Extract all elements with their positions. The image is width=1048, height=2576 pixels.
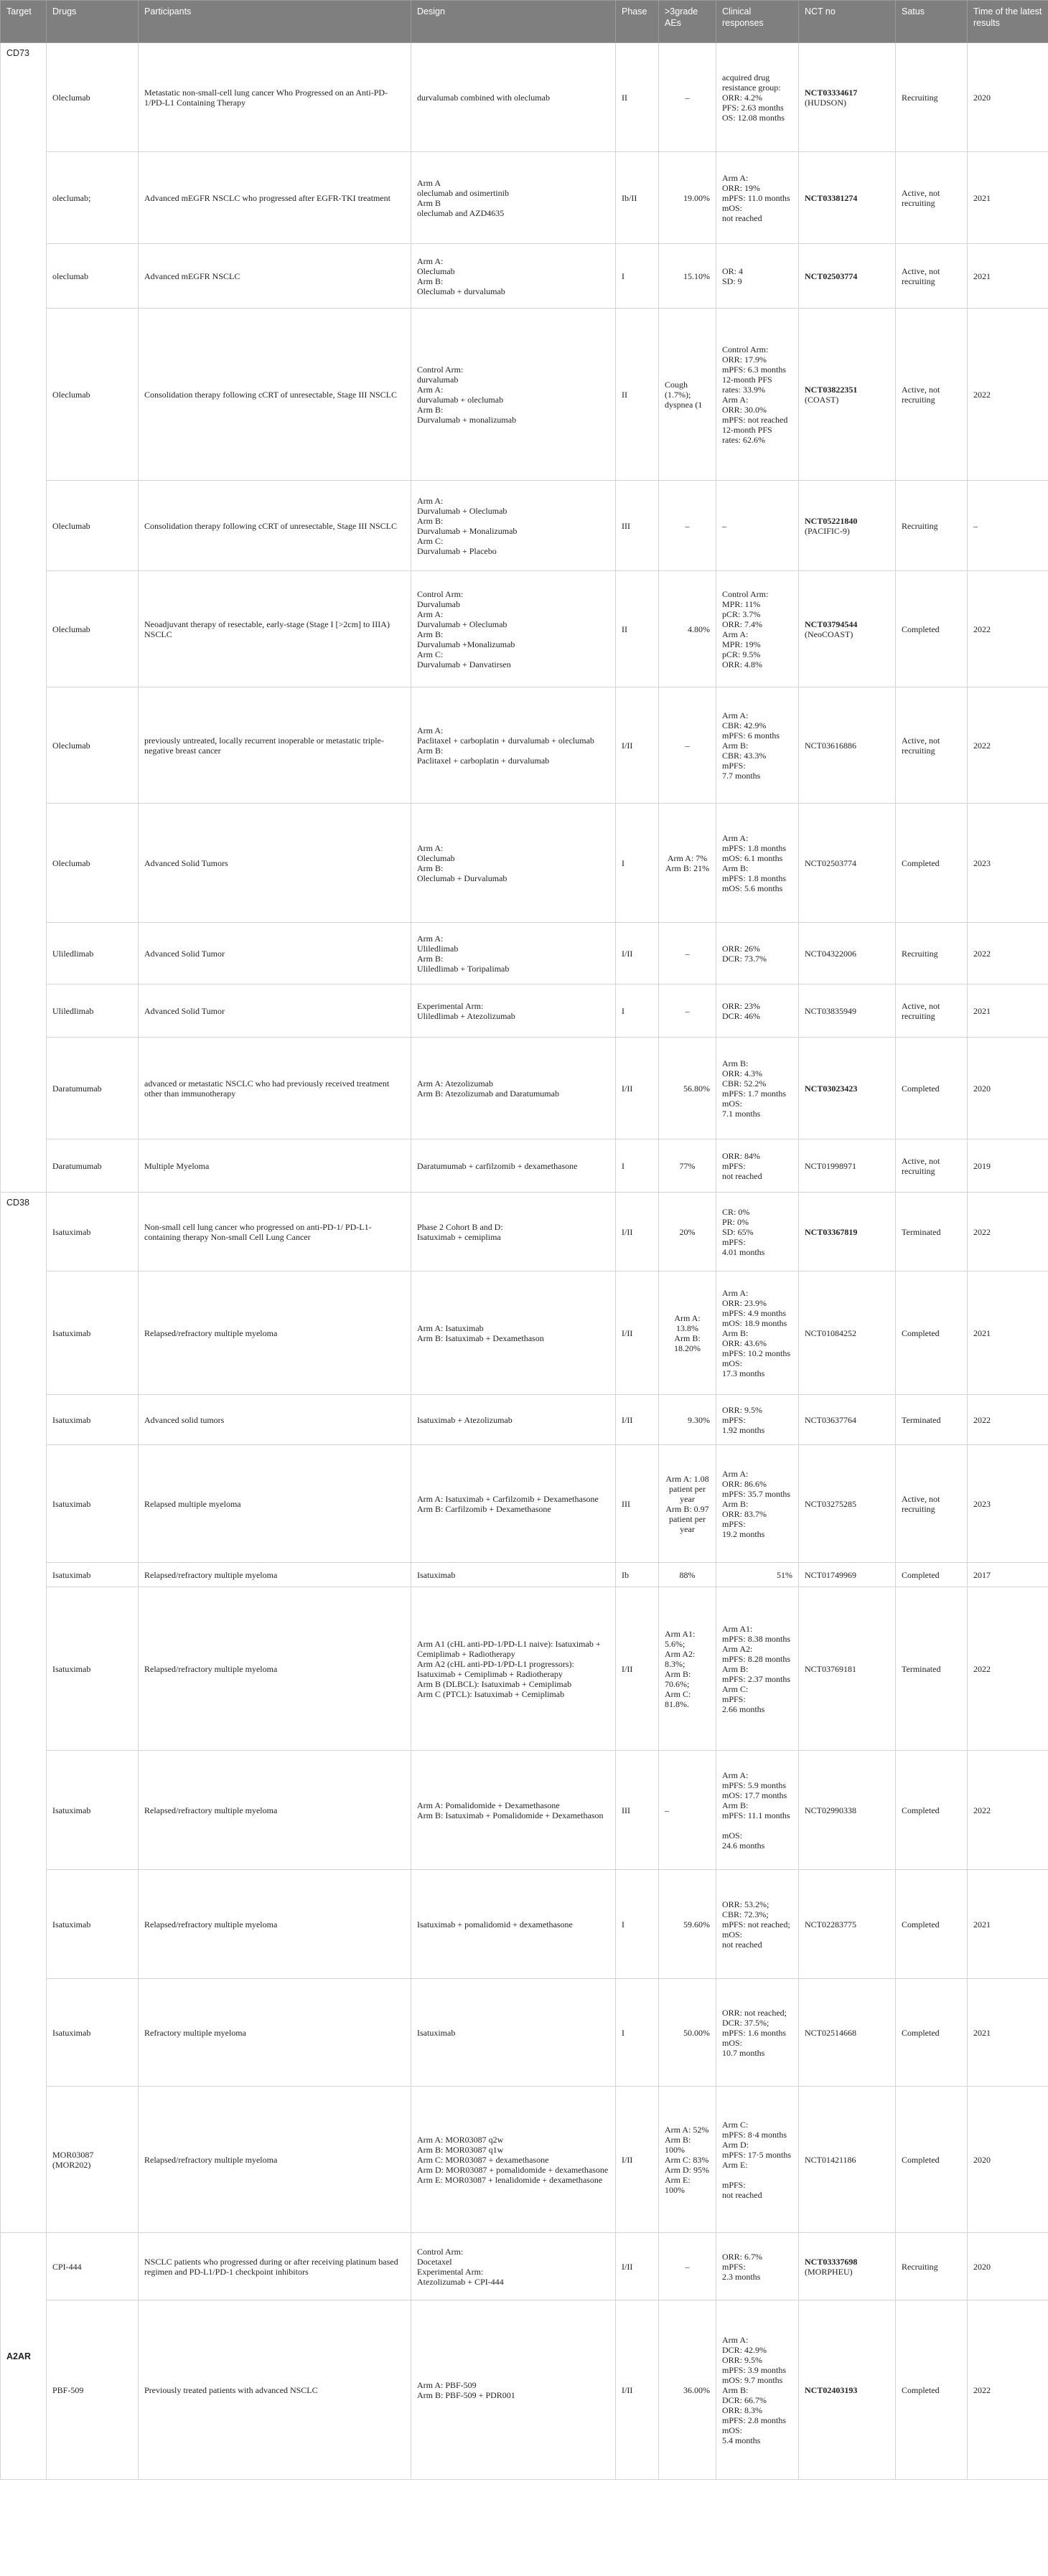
year-cell: – bbox=[968, 481, 1048, 571]
year-cell: 2021 bbox=[968, 152, 1048, 244]
nct-number: NCT01421186 bbox=[805, 2154, 856, 2165]
status-cell: Active, not recruiting bbox=[896, 687, 968, 804]
phase-cell: III bbox=[616, 481, 659, 571]
status-cell: Terminated bbox=[896, 1587, 968, 1751]
drug-cell: Oleclumab bbox=[47, 43, 139, 152]
status-cell: Completed bbox=[896, 571, 968, 687]
drug-cell: Uliledlimab bbox=[47, 984, 139, 1038]
status-cell: Active, not recruiting bbox=[896, 1445, 968, 1563]
aes-cell: Cough (1.7%); dyspnea (1 bbox=[659, 309, 716, 481]
participants-cell: Advanced solid tumors bbox=[139, 1395, 411, 1445]
table-row bbox=[1, 2087, 1048, 2233]
status-cell: Active, not recruiting bbox=[896, 1139, 968, 1193]
status-cell: Completed bbox=[896, 804, 968, 923]
header-participants: Participants bbox=[139, 1, 411, 43]
clinical-response-cell: Arm A: ORR: 86.6% mPFS: 35.7 months Arm B: ORR: 83.7% mPFS: 19.2 months bbox=[716, 1445, 799, 1563]
aes-cell: 19.00% bbox=[659, 152, 716, 244]
design-cell: Arm A: Isatuximab + Carfilzomib + Dexamethasone Arm B: Carfilzomib + Dexamethasone bbox=[411, 1445, 616, 1563]
clinical-response-cell: Control Arm: ORR: 17.9% mPFS: 6.3 months 12-month PFS rates: 33.9% Arm A: ORR: 30.0% mPFS: not reached 12-month PFS rates: 62.6% bbox=[716, 309, 799, 481]
table-row bbox=[1, 244, 1048, 309]
nct-number: NCT03616886 bbox=[805, 740, 856, 751]
table-row bbox=[1, 1587, 1048, 1751]
design-cell: Arm A: Paclitaxel + carboplatin + durvalumab + oleclumab Arm B: Paclitaxel + carboplatin + durvalumab bbox=[411, 687, 616, 804]
nct-number: NCT01084252 bbox=[805, 1327, 856, 1338]
table-row bbox=[1, 571, 1048, 687]
drug-cell: Isatuximab bbox=[47, 1395, 139, 1445]
aes-cell: 20% bbox=[659, 1193, 716, 1271]
aes-cell: Arm A: 1.08 patient per year Arm B: 0.97 patient per year bbox=[659, 1445, 716, 1563]
clinical-response-cell: – bbox=[716, 481, 799, 571]
drug-cell: CPI-444 bbox=[47, 2233, 139, 2300]
table-row bbox=[1, 1445, 1048, 1563]
year-cell: 2021 bbox=[968, 1271, 1048, 1395]
aes-cell: – bbox=[659, 481, 716, 571]
year-cell: 2022 bbox=[968, 1395, 1048, 1445]
design-cell: Arm A: Pomalidomide + Dexamethasone Arm B: Isatuximab + Pomalidomide + Dexamethason bbox=[411, 1751, 616, 1870]
design-cell: Arm A: MOR03087 q2w Arm B: MOR03087 q1w Arm C: MOR03087 + dexamethasone Arm D: MOR03087 + pomalidomide + dexamethasone Arm E: MOR03087 + lenalidomide + dexamethasone bbox=[411, 2087, 616, 2233]
year-cell: 2022 bbox=[968, 2300, 1048, 2480]
nct-cell bbox=[799, 2300, 896, 2480]
year-cell: 2021 bbox=[968, 1870, 1048, 1979]
design-cell: Arm A: Oleclumab Arm B: Oleclumab + durvalumab bbox=[411, 244, 616, 309]
drug-cell: Isatuximab bbox=[47, 1193, 139, 1271]
phase-cell: I/II bbox=[616, 1271, 659, 1395]
participants-cell: Consolidation therapy following cCRT of unresectable, Stage III NSCLC bbox=[139, 309, 411, 481]
table-row bbox=[1, 1193, 1048, 1271]
status-cell: Active, not recruiting bbox=[896, 984, 968, 1038]
status-cell: Completed bbox=[896, 1038, 968, 1139]
aes-cell: 77% bbox=[659, 1139, 716, 1193]
header-aes: >3grade AEs bbox=[659, 1, 716, 43]
table-row bbox=[1, 1139, 1048, 1193]
clinical-response-cell: Arm A1: mPFS: 8.38 months Arm A2: mPFS: 8.28 months Arm B: mPFS: 2.37 months Arm C: mPFS: 2.66 months bbox=[716, 1587, 799, 1751]
nct-cell bbox=[799, 1563, 896, 1587]
status-cell: Completed bbox=[896, 1979, 968, 2087]
year-cell: 2023 bbox=[968, 1445, 1048, 1563]
nct-cell bbox=[799, 687, 896, 804]
design-cell: Arm A: PBF-509 Arm B: PBF-509 + PDR001 bbox=[411, 2300, 616, 2480]
clinical-response-cell: Arm C: mPFS: 8·4 months Arm D: mPFS: 17·5 months Arm E: mPFS: not reached bbox=[716, 2087, 799, 2233]
nct-cell bbox=[799, 2233, 896, 2300]
participants-cell: Advanced Solid Tumors bbox=[139, 804, 411, 923]
table-row bbox=[1, 2300, 1048, 2480]
nct-cell bbox=[799, 1587, 896, 1751]
drug-cell: PBF-509 bbox=[47, 2300, 139, 2480]
nct-cell bbox=[799, 1395, 896, 1445]
nct-number: NCT02283775 bbox=[805, 1919, 856, 1929]
design-cell: Isatuximab + Atezolizumab bbox=[411, 1395, 616, 1445]
year-cell: 2020 bbox=[968, 1038, 1048, 1139]
phase-cell: I bbox=[616, 804, 659, 923]
design-cell: Isatuximab bbox=[411, 1563, 616, 1587]
header-clinical-responses: Clinical responses bbox=[716, 1, 799, 43]
nct-cell bbox=[799, 1193, 896, 1271]
trial-acronym: (HUDSON) bbox=[805, 97, 846, 108]
nct-number: NCT03275285 bbox=[805, 1498, 856, 1509]
year-cell: 2020 bbox=[968, 2233, 1048, 2300]
participants-cell: Relapsed/refractory multiple myeloma bbox=[139, 1271, 411, 1395]
participants-cell: previously untreated, locally recurrent inoperable or metastatic triple-negative breast cancer bbox=[139, 687, 411, 804]
clinical-response-cell: Arm A: DCR: 42.9% ORR: 9.5% mPFS: 3.9 months mOS: 9.7 months Arm B: DCR: 66.7% ORR: 8.3% mPFS: 2.8 months mOS: 5.4 months bbox=[716, 2300, 799, 2480]
clinical-response-cell: OR: 4 SD: 9 bbox=[716, 244, 799, 309]
phase-cell: I bbox=[616, 1870, 659, 1979]
drug-cell: Oleclumab bbox=[47, 571, 139, 687]
nct-number: NCT02503774 bbox=[805, 271, 858, 281]
status-cell: Recruiting bbox=[896, 923, 968, 984]
phase-cell: I bbox=[616, 984, 659, 1038]
year-cell: 2022 bbox=[968, 687, 1048, 804]
nct-number: NCT03337698 bbox=[805, 2256, 858, 2267]
year-cell: 2020 bbox=[968, 2087, 1048, 2233]
nct-cell bbox=[799, 1751, 896, 1870]
nct-cell bbox=[799, 923, 896, 984]
participants-cell: Relapsed/refractory multiple myeloma bbox=[139, 1563, 411, 1587]
clinical-response-cell: acquired drug resistance group: ORR: 4.2% PFS: 2.63 months OS: 12.08 months bbox=[716, 43, 799, 152]
status-cell: Active, not recruiting bbox=[896, 244, 968, 309]
table-row bbox=[1, 1038, 1048, 1139]
phase-cell: I/II bbox=[616, 1193, 659, 1271]
drug-cell: Daratumumab bbox=[47, 1038, 139, 1139]
table-row bbox=[1, 1271, 1048, 1395]
table-row bbox=[1, 1395, 1048, 1445]
design-cell: Arm A: Durvalumab + Oleclumab Arm B: Durvalumab + Monalizumab Arm C: Durvalumab + Placebo bbox=[411, 481, 616, 571]
aes-cell: – bbox=[659, 923, 716, 984]
trial-acronym: (MORPHEU) bbox=[805, 2266, 853, 2277]
nct-cell bbox=[799, 152, 896, 244]
nct-cell bbox=[799, 1979, 896, 2087]
nct-number: NCT03023423 bbox=[805, 1083, 858, 1094]
nct-number: NCT03334617 bbox=[805, 87, 858, 98]
nct-cell bbox=[799, 309, 896, 481]
phase-cell: I bbox=[616, 1139, 659, 1193]
target-cell: A2AR bbox=[1, 2233, 47, 2480]
status-cell: Recruiting bbox=[896, 481, 968, 571]
table-body bbox=[1, 43, 1048, 2480]
design-cell: Experimental Arm: Uliledlimab + Atezolizumab bbox=[411, 984, 616, 1038]
drug-cell: Isatuximab bbox=[47, 1587, 139, 1751]
nct-number: NCT03637764 bbox=[805, 1414, 856, 1425]
status-cell: Recruiting bbox=[896, 2233, 968, 2300]
design-cell: Control Arm: Durvalumab Arm A: Durvalumab + Oleclumab Arm B: Durvalumab +Monalizumab Arm C: Durvalumab + Danvatirsen bbox=[411, 571, 616, 687]
nct-cell bbox=[799, 571, 896, 687]
status-cell: Active, not recruiting bbox=[896, 152, 968, 244]
nct-number: NCT01998971 bbox=[805, 1160, 856, 1171]
table-row bbox=[1, 1979, 1048, 2087]
participants-cell: Consolidation therapy following cCRT of unresectable, Stage III NSCLC bbox=[139, 481, 411, 571]
status-cell: Completed bbox=[896, 1271, 968, 1395]
trial-acronym: (PACIFIC-9) bbox=[805, 525, 850, 536]
nct-number: NCT03769181 bbox=[805, 1663, 856, 1674]
table-row bbox=[1, 309, 1048, 481]
status-cell: Terminated bbox=[896, 1395, 968, 1445]
nct-cell bbox=[799, 1870, 896, 1979]
clinical-response-cell: Arm A: CBR: 42.9% mPFS: 6 months Arm B: CBR: 43.3% mPFS: 7.7 months bbox=[716, 687, 799, 804]
clinical-response-cell: Arm B: ORR: 4.3% CBR: 52.2% mPFS: 1.7 months mOS: 7.1 months bbox=[716, 1038, 799, 1139]
table-row bbox=[1, 43, 1048, 152]
design-cell: Isatuximab bbox=[411, 1979, 616, 2087]
participants-cell: Multiple Myeloma bbox=[139, 1139, 411, 1193]
participants-cell: Relapsed/refractory multiple myeloma bbox=[139, 2087, 411, 2233]
clinical-response-cell: ORR: 6.7% mPFS: 2.3 months bbox=[716, 2233, 799, 2300]
nct-number: NCT03822351 bbox=[805, 384, 858, 395]
aes-cell: – bbox=[659, 687, 716, 804]
year-cell: 2022 bbox=[968, 309, 1048, 481]
table-row bbox=[1, 804, 1048, 923]
year-cell: 2017 bbox=[968, 1563, 1048, 1587]
phase-cell: Ib bbox=[616, 1563, 659, 1587]
participants-cell: NSCLC patients who progressed during or after receiving platinum based regimen and PD-L1/PD-1 checkpoint inhibitors bbox=[139, 2233, 411, 2300]
phase-cell: I/II bbox=[616, 687, 659, 804]
phase-cell: I/II bbox=[616, 1395, 659, 1445]
drug-cell: Isatuximab bbox=[47, 1563, 139, 1587]
year-cell: 2022 bbox=[968, 1587, 1048, 1751]
nct-number: NCT01749969 bbox=[805, 1569, 856, 1580]
status-cell: Completed bbox=[896, 1870, 968, 1979]
status-cell: Completed bbox=[896, 1751, 968, 1870]
year-cell: 2022 bbox=[968, 571, 1048, 687]
phase-cell: Ib/II bbox=[616, 152, 659, 244]
table-row bbox=[1, 481, 1048, 571]
year-cell: 2022 bbox=[968, 1193, 1048, 1271]
design-cell: Phase 2 Cohort B and D: Isatuximab + cemiplima bbox=[411, 1193, 616, 1271]
nct-cell bbox=[799, 1038, 896, 1139]
drug-cell: oleclumab; bbox=[47, 152, 139, 244]
aes-cell: 4.80% bbox=[659, 571, 716, 687]
clinical-response-cell: ORR: 26% DCR: 73.7% bbox=[716, 923, 799, 984]
drug-cell: Daratumumab bbox=[47, 1139, 139, 1193]
nct-cell bbox=[799, 1445, 896, 1563]
nct-number: NCT02514668 bbox=[805, 2027, 856, 2038]
aes-cell: Arm A: 13.8% Arm B: 18.20% bbox=[659, 1271, 716, 1395]
header-design: Design bbox=[411, 1, 616, 43]
aes-cell: – bbox=[659, 984, 716, 1038]
year-cell: 2021 bbox=[968, 244, 1048, 309]
participants-cell: advanced or metastatic NSCLC who had previously received treatment other than immunotherapy bbox=[139, 1038, 411, 1139]
design-cell: Isatuximab + pomalidomid + dexamethasone bbox=[411, 1870, 616, 1979]
year-cell: 2020 bbox=[968, 43, 1048, 152]
clinical-response-cell: Arm A: ORR: 19% mPFS: 11.0 months mOS: not reached bbox=[716, 152, 799, 244]
table-row bbox=[1, 984, 1048, 1038]
clinical-response-cell: CR: 0% PR: 0% SD: 65% mPFS: 4.01 months bbox=[716, 1193, 799, 1271]
design-cell: durvalumab combined with oleclumab bbox=[411, 43, 616, 152]
status-cell: Completed bbox=[896, 2087, 968, 2233]
aes-cell: 36.00% bbox=[659, 2300, 716, 2480]
participants-cell: Advanced mEGFR NSCLC bbox=[139, 244, 411, 309]
trial-acronym: (COAST) bbox=[805, 394, 839, 405]
target-cell: CD73 bbox=[1, 43, 47, 1193]
nct-number: NCT02990338 bbox=[805, 1805, 856, 1815]
phase-cell: II bbox=[616, 309, 659, 481]
clinical-response-cell: ORR: 84% mPFS: not reached bbox=[716, 1139, 799, 1193]
phase-cell: II bbox=[616, 571, 659, 687]
clinical-response-cell: ORR: 53.2%; CBR: 72.3%; mPFS: not reached; mOS: not reached bbox=[716, 1870, 799, 1979]
nct-cell bbox=[799, 244, 896, 309]
status-cell: Completed bbox=[896, 1563, 968, 1587]
trial-acronym: (NeoCOAST) bbox=[805, 629, 853, 639]
table-row bbox=[1, 1751, 1048, 1870]
drug-cell: Oleclumab bbox=[47, 687, 139, 804]
drug-cell: Isatuximab bbox=[47, 1445, 139, 1563]
target-cell: CD38 bbox=[1, 1193, 47, 2233]
participants-cell: Relapsed/refractory multiple myeloma bbox=[139, 1587, 411, 1751]
drug-cell: Isatuximab bbox=[47, 1751, 139, 1870]
nct-number: NCT05221840 bbox=[805, 515, 858, 526]
header-drugs: Drugs bbox=[47, 1, 139, 43]
header-phase: Phase bbox=[616, 1, 659, 43]
nct-number: NCT04322006 bbox=[805, 948, 856, 959]
design-cell: Control Arm: durvalumab Arm A: durvalumab + oleclumab Arm B: Durvalumab + monalizumab bbox=[411, 309, 616, 481]
nct-cell bbox=[799, 984, 896, 1038]
design-cell: Arm A: Oleclumab Arm B: Oleclumab + Durvalumab bbox=[411, 804, 616, 923]
clinical-response-cell: Arm A: ORR: 23.9% mPFS: 4.9 months mOS: 18.9 months Arm B: ORR: 43.6% mPFS: 10.2 months mOS: 17.3 months bbox=[716, 1271, 799, 1395]
table-row bbox=[1, 923, 1048, 984]
nct-cell bbox=[799, 43, 896, 152]
nct-cell bbox=[799, 804, 896, 923]
status-cell: Active, not recruiting bbox=[896, 309, 968, 481]
clinical-response-cell: Arm A: mPFS: 5.9 months mOS: 17.7 months Arm B: mPFS: 11.1 months mOS: 24.6 months bbox=[716, 1751, 799, 1870]
phase-cell: I bbox=[616, 1979, 659, 2087]
aes-cell: 59.60% bbox=[659, 1870, 716, 1979]
aes-cell: 50.00% bbox=[659, 1979, 716, 2087]
table-row bbox=[1, 687, 1048, 804]
header-target: Target bbox=[1, 1, 47, 43]
drug-cell: Oleclumab bbox=[47, 481, 139, 571]
aes-cell: 9.30% bbox=[659, 1395, 716, 1445]
nct-cell bbox=[799, 1139, 896, 1193]
drug-cell: oleclumab bbox=[47, 244, 139, 309]
nct-number: NCT02503774 bbox=[805, 857, 856, 868]
status-cell: Recruiting bbox=[896, 43, 968, 152]
aes-cell: Arm A1: 5.6%; Arm A2: 8.3%; Arm B: 70.6%; Arm C: 81.8%. bbox=[659, 1587, 716, 1751]
aes-cell: Arm A: 7% Arm B: 21% bbox=[659, 804, 716, 923]
phase-cell: III bbox=[616, 1751, 659, 1870]
aes-cell: 56.80% bbox=[659, 1038, 716, 1139]
table-row bbox=[1, 1870, 1048, 1979]
nct-cell bbox=[799, 481, 896, 571]
clinical-response-cell: ORR: 9.5% mPFS: 1.92 months bbox=[716, 1395, 799, 1445]
header-status: Satus bbox=[896, 1, 968, 43]
phase-cell: I/II bbox=[616, 2233, 659, 2300]
drug-cell: Isatuximab bbox=[47, 1870, 139, 1979]
year-cell: 2019 bbox=[968, 1139, 1048, 1193]
status-cell: Terminated bbox=[896, 1193, 968, 1271]
participants-cell: Advanced mEGFR NSCLC who progressed after EGFR-TKI treatment bbox=[139, 152, 411, 244]
design-cell: Arm A: Uliledlimab Arm B: Uliledlimab + Toripalimab bbox=[411, 923, 616, 984]
aes-cell: – bbox=[659, 2233, 716, 2300]
year-cell: 2022 bbox=[968, 923, 1048, 984]
drug-cell: Isatuximab bbox=[47, 1979, 139, 2087]
phase-cell: I/II bbox=[616, 1587, 659, 1751]
phase-cell: I/II bbox=[616, 2087, 659, 2233]
design-cell: Arm A: Atezolizumab Arm B: Atezolizumab and Daratumumab bbox=[411, 1038, 616, 1139]
nct-number: NCT03794544 bbox=[805, 619, 858, 629]
year-cell: 2023 bbox=[968, 804, 1048, 923]
participants-cell: Relapsed/refractory multiple myeloma bbox=[139, 1751, 411, 1870]
year-cell: 2021 bbox=[968, 984, 1048, 1038]
design-cell: Arm A1 (cHL anti-PD-1/PD-L1 naive): Isatuximab + Cemiplimab + Radiotherapy Arm A2 (cHL anti-PD-1/PD-L1 progressors): Isatuximab + Cemiplimab + Radiotherapy Arm B (DLBCL): Isatuximab + Cemiplimab Arm C (PTCL): Isatuximab + Cemiplimab bbox=[411, 1587, 616, 1751]
aes-cell: – bbox=[659, 1751, 716, 1870]
participants-cell: Previously treated patients with advanced NSCLC bbox=[139, 2300, 411, 2480]
nct-number: NCT03381274 bbox=[805, 192, 858, 203]
aes-cell: 88% bbox=[659, 1563, 716, 1587]
header-time: Time of the latest results bbox=[968, 1, 1048, 43]
drug-cell: MOR03087 (MOR202) bbox=[47, 2087, 139, 2233]
phase-cell: II bbox=[616, 43, 659, 152]
clinical-response-cell: ORR: not reached; DCR: 37.5%; mPFS: 1.6 months mOS: 10.7 months bbox=[716, 1979, 799, 2087]
participants-cell: Relapsed multiple myeloma bbox=[139, 1445, 411, 1563]
drug-cell: Uliledlimab bbox=[47, 923, 139, 984]
nct-number: NCT03367819 bbox=[805, 1226, 858, 1237]
header-nct-no: NCT no bbox=[799, 1, 896, 43]
drug-cell: Oleclumab bbox=[47, 804, 139, 923]
nct-cell bbox=[799, 1271, 896, 1395]
nct-cell bbox=[799, 2087, 896, 2233]
header-row bbox=[1, 1, 1048, 43]
phase-cell: I bbox=[616, 244, 659, 309]
table-row bbox=[1, 1563, 1048, 1587]
participants-cell: Metastatic non-small-cell lung cancer Who Progressed on an Anti-PD-1/PD-L1 Containing Therapy bbox=[139, 43, 411, 152]
clinical-response-cell: Arm A: mPFS: 1.8 months mOS: 6.1 months Arm B: mPFS: 1.8 months mOS: 5.6 months bbox=[716, 804, 799, 923]
participants-cell: Non-small cell lung cancer who progressed on anti-PD-1/ PD-L1-containing therapy Non-small Cell Lung Cancer bbox=[139, 1193, 411, 1271]
participants-cell: Neoadjuvant therapy of resectable, early-stage (Stage I [>2cm] to IIIA) NSCLC bbox=[139, 571, 411, 687]
drug-cell: Isatuximab bbox=[47, 1271, 139, 1395]
participants-cell: Refractory multiple myeloma bbox=[139, 1979, 411, 2087]
nct-number: NCT02403193 bbox=[805, 2384, 858, 2395]
phase-cell: I/II bbox=[616, 1038, 659, 1139]
table-row bbox=[1, 152, 1048, 244]
year-cell: 2022 bbox=[968, 1751, 1048, 1870]
nct-number: NCT03835949 bbox=[805, 1005, 856, 1016]
status-cell: Completed bbox=[896, 2300, 968, 2480]
aes-cell: Arm A: 52% Arm B: 100% Arm C: 83% Arm D: 95% Arm E: 100% bbox=[659, 2087, 716, 2233]
design-cell: Arm A: Isatuximab Arm B: Isatuximab + Dexamethason bbox=[411, 1271, 616, 1395]
drug-cell: Oleclumab bbox=[47, 309, 139, 481]
participants-cell: Advanced Solid Tumor bbox=[139, 923, 411, 984]
table-row bbox=[1, 2233, 1048, 2300]
phase-cell: I/II bbox=[616, 923, 659, 984]
design-cell: Control Arm: Docetaxel Experimental Arm: Atezolizumab + CPI-444 bbox=[411, 2233, 616, 2300]
participants-cell: Relapsed/refractory multiple myeloma bbox=[139, 1870, 411, 1979]
aes-cell: 15.10% bbox=[659, 244, 716, 309]
design-cell: Daratumumab + carfilzomib + dexamethasone bbox=[411, 1139, 616, 1193]
clinical-response-cell: 51% bbox=[716, 1563, 799, 1587]
phase-cell: III bbox=[616, 1445, 659, 1563]
clinical-response-cell: Control Arm: MPR: 11% pCR: 3.7% ORR: 7.4% Arm A: MPR: 19% pCR: 9.5% ORR: 4.8% bbox=[716, 571, 799, 687]
aes-cell: – bbox=[659, 43, 716, 152]
design-cell: Arm A oleclumab and osimertinib Arm B oleclumab and AZD4635 bbox=[411, 152, 616, 244]
phase-cell: I/II bbox=[616, 2300, 659, 2480]
participants-cell: Advanced Solid Tumor bbox=[139, 984, 411, 1038]
year-cell: 2021 bbox=[968, 1979, 1048, 2087]
clinical-response-cell: ORR: 23% DCR: 46% bbox=[716, 984, 799, 1038]
